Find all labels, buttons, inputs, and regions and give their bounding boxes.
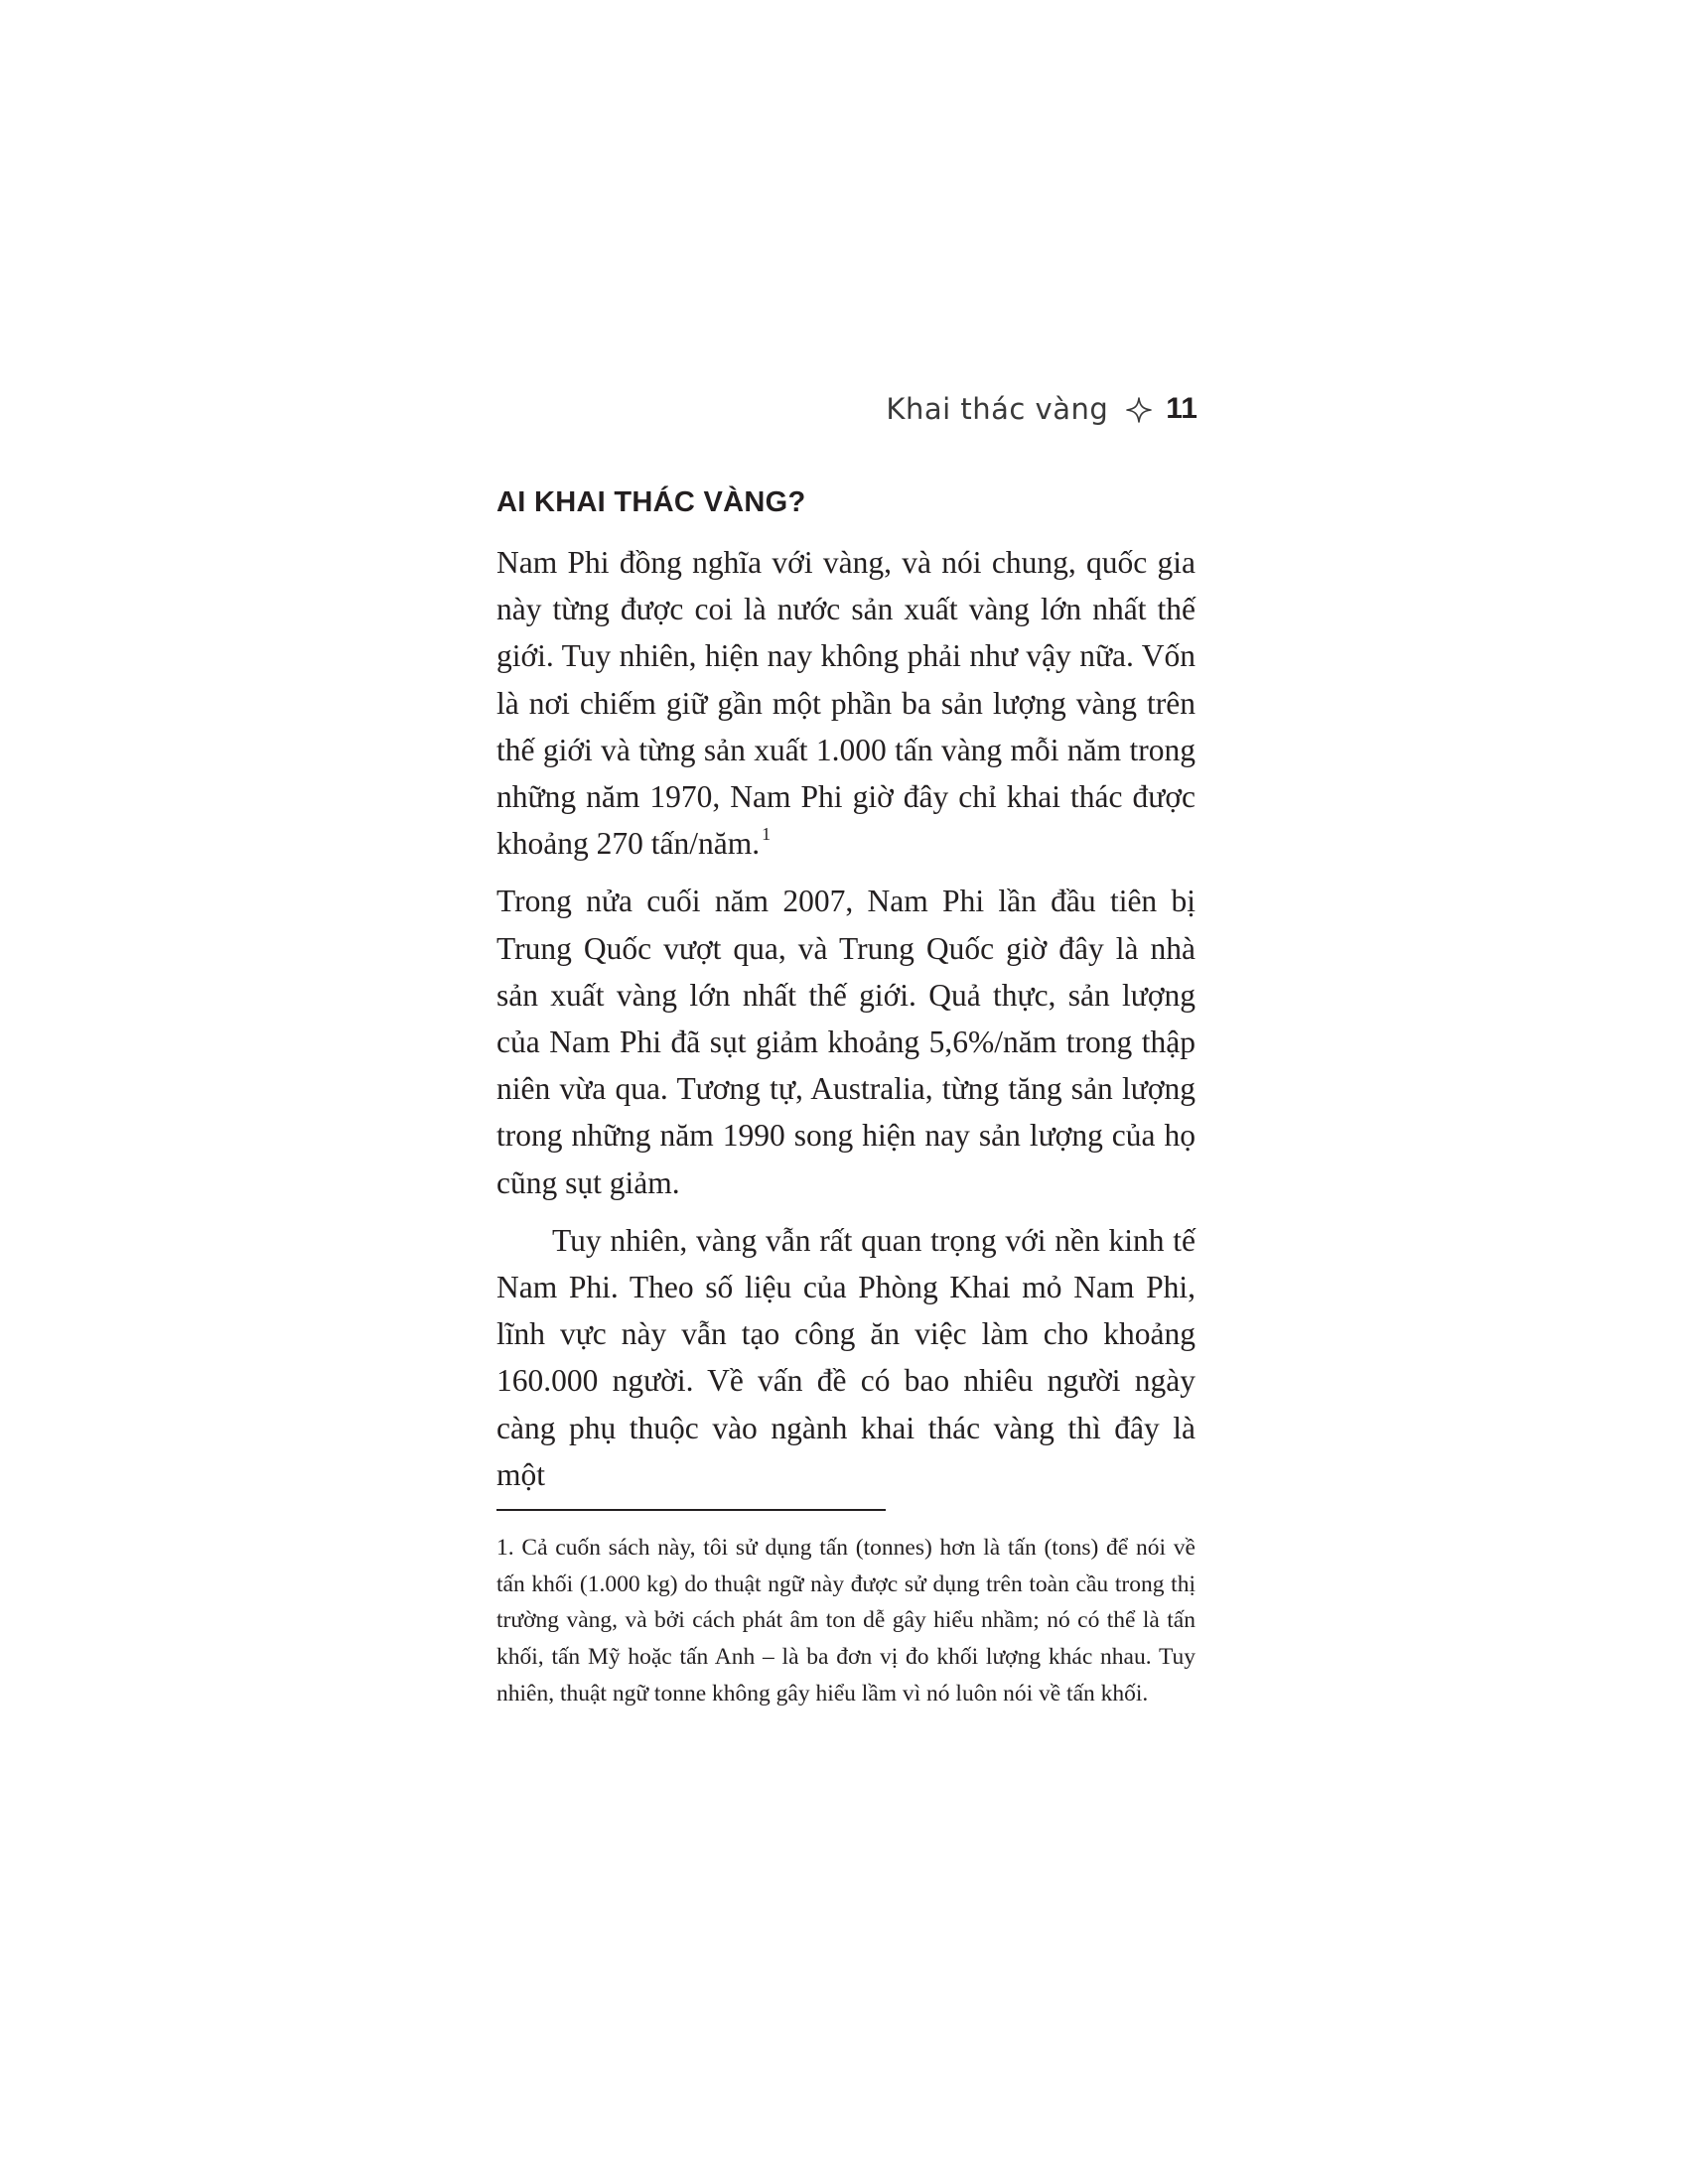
chapter-title: Khai thác vàng [886, 392, 1109, 426]
paragraph-1 [496, 539, 1196, 867]
footnote-reference[interactable]: 1 [762, 824, 772, 845]
four-point-star-icon [1126, 396, 1152, 422]
main-content [496, 486, 1196, 1509]
paragraph-2: Trong nửa cuối năm 2007, Nam Phi lần đầu tiên bị Trung Quốc vượt qua, và Trung Quốc giờ đây là nhà sản xuất vàng lớn nhất thế giới. Quả thực, sản lượng của Nam Phi đã sụt giảm khoảng 5,6%/năm trong thập niên vừa qua. Tương tự, Australia, từng tăng sản lượng trong những năm 1990 song hiện nay sản lượng của họ cũng sụt giảm. [496, 884, 1196, 1200]
paragraph-3: Tuy nhiên, vàng vẫn rất quan trọng với nền kinh tế Nam Phi. Theo số liệu của Phòng Khai mỏ Nam Phi, lĩnh vực này vẫn tạo công ăn việc làm cho khoảng 160.000 người. Về vấn đề có bao nhiêu người ngày càng phụ thuộc vào ngành khai thác vàng thì đây là một [496, 1222, 1196, 1492]
section-heading: AI KHAI THÁC VÀNG? [496, 486, 806, 518]
footnote-text: 1. Cả cuốn sách này, tôi sử dụng tấn (tonnes) hơn là tấn (tons) để nói về tấn khối (1.000 kg) do thuật ngữ này được sử dụng trên toàn cầu trong thị trường vàng, và bởi cách phát âm ton dễ gây hiểu nhầm; nó có thể là tấn khối, tấn Mỹ hoặc tấn Anh – là ba đơn vị đo khối lượng khác nhau. Tuy nhiên, thuật ngữ tonne không gây hiểu lầm vì nó luôn nói về tấn khối. [496, 1535, 1196, 1706]
page-number: 11 [1166, 392, 1197, 425]
running-header [886, 392, 1197, 426]
paragraph-1-text: Nam Phi đồng nghĩa với vàng, và nói chung, quốc gia này từng được coi là nước sản xuất vàng lớn nhất thế giới. Tuy nhiên, hiện nay không phải như vậy nữa. Vốn là nơi chiếm giữ gần một phần ba sản lượng vàng trên thế giới và từng sản xuất 1.000 tấn vàng mỗi năm trong những năm 1970, Nam Phi giờ đây chỉ khai thác được khoảng 270 tấn/năm. [496, 545, 1196, 862]
footnote-divider [496, 1509, 886, 1511]
